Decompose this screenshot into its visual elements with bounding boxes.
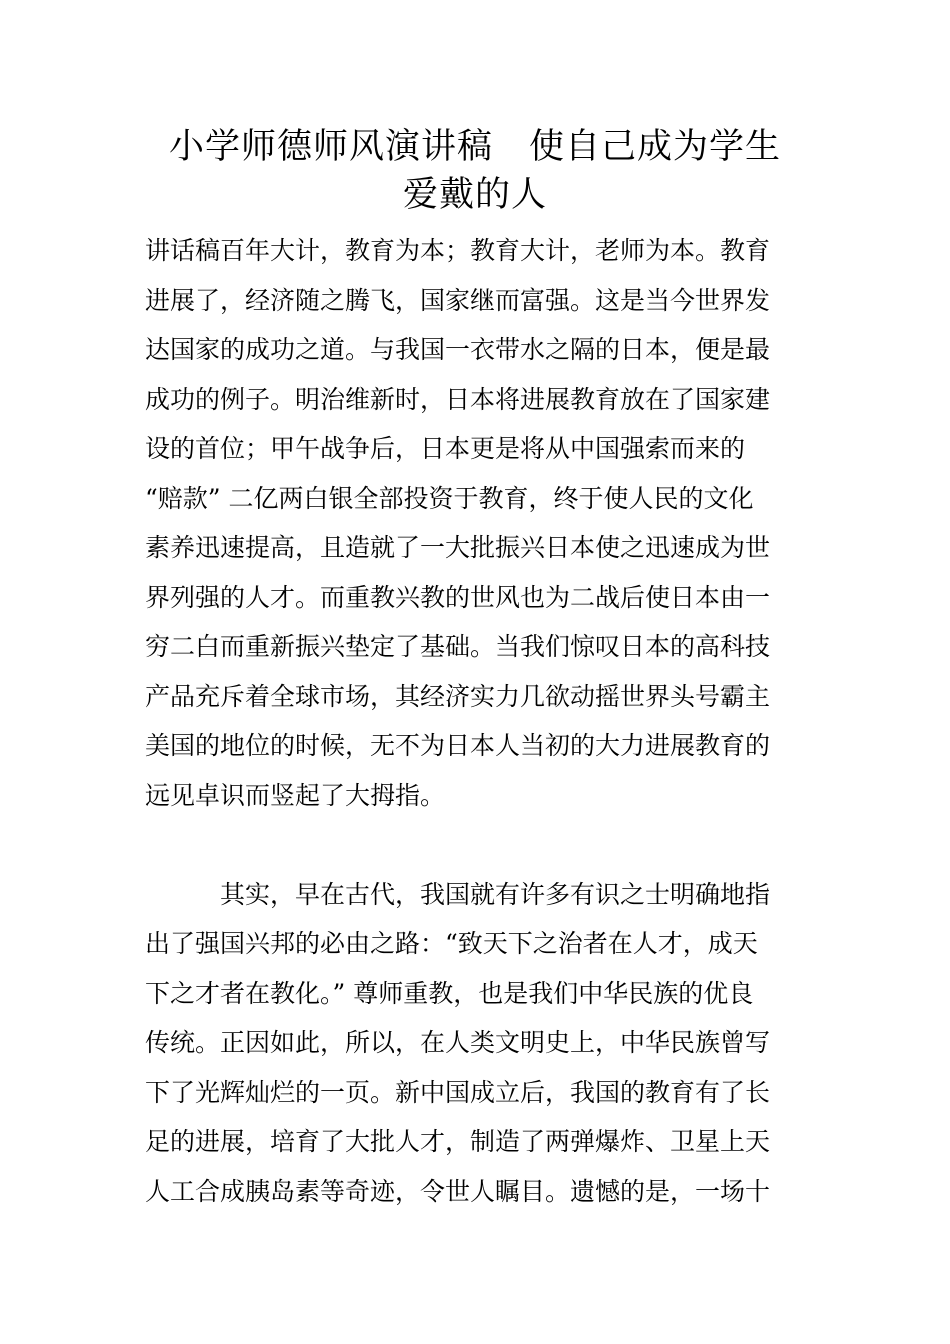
text-line: 下了光辉灿烂的一页。新中国成立后，我国的教育有了长 bbox=[145, 1077, 771, 1107]
text-line: 界列强的人才。而重教兴教的世风也为二战后使日本由一 bbox=[145, 582, 771, 612]
paragraph-gap bbox=[145, 820, 815, 870]
paragraph-1 bbox=[145, 226, 815, 820]
text-line: 产品充斥着全球市场，其经济实力几欲动摇世界头号霸主 bbox=[145, 681, 771, 711]
text-line: 讲话稿百年大计，教育为本；教育大计，老师为本。教育 bbox=[145, 236, 771, 265]
text-line: 人工合成胰岛素等奇迹，令世人瞩目。遗憾的是，一场十 bbox=[145, 1176, 771, 1206]
text-line: 美国的地位的时候，无不为日本人当初的大力进展教育的 bbox=[145, 731, 771, 760]
text-line: 下之才者在教化。” 尊师重教，也是我们中华民族的优良 bbox=[145, 978, 754, 1008]
text-line: 远见卓识而竖起了大拇指。 bbox=[145, 780, 446, 810]
document-title bbox=[140, 123, 810, 219]
text-line: 传统。正因如此，所以，在人类文明史上，中华民族曾写 bbox=[145, 1028, 771, 1057]
text-line: 进展了，经济随之腾飞，国家继而富强。这是当今世界发 bbox=[145, 285, 771, 315]
text-line: 其实，早在古代，我国就有许多有识之士明确地指 bbox=[145, 879, 771, 909]
text-line: 足的进展，培育了大批人才，制造了两弹爆炸、卫星上天 bbox=[145, 1127, 771, 1156]
text-line: 穷二白而重新振兴垫定了基础。当我们惊叹日本的高科技 bbox=[145, 632, 771, 661]
paragraph-2 bbox=[145, 870, 815, 1217]
text-line: 素养迅速提高，且造就了一大批振兴日本使之迅速成为世 bbox=[145, 533, 771, 562]
title-line: 小学师德师风演讲稿 使自己成为学生 bbox=[168, 127, 781, 167]
text-line: 成功的例子。明治维新时，日本将进展教育放在了国家建 bbox=[145, 384, 771, 414]
document-body bbox=[145, 226, 815, 1216]
text-line: 达国家的成功之道。与我国一衣带水之隔的日本，便是最 bbox=[145, 335, 771, 364]
text-line: 出了强国兴邦的必由之路：“致天下之治者在人才，成天 bbox=[145, 929, 758, 958]
text-line: “赔款” 二亿两白银全部投资于教育，终于使人民的文化 bbox=[145, 483, 754, 513]
text-line: 设的首位；甲午战争后，日本更是将从中国强索而来的 bbox=[145, 434, 746, 463]
title-line: 爱戴的人 bbox=[402, 175, 547, 215]
